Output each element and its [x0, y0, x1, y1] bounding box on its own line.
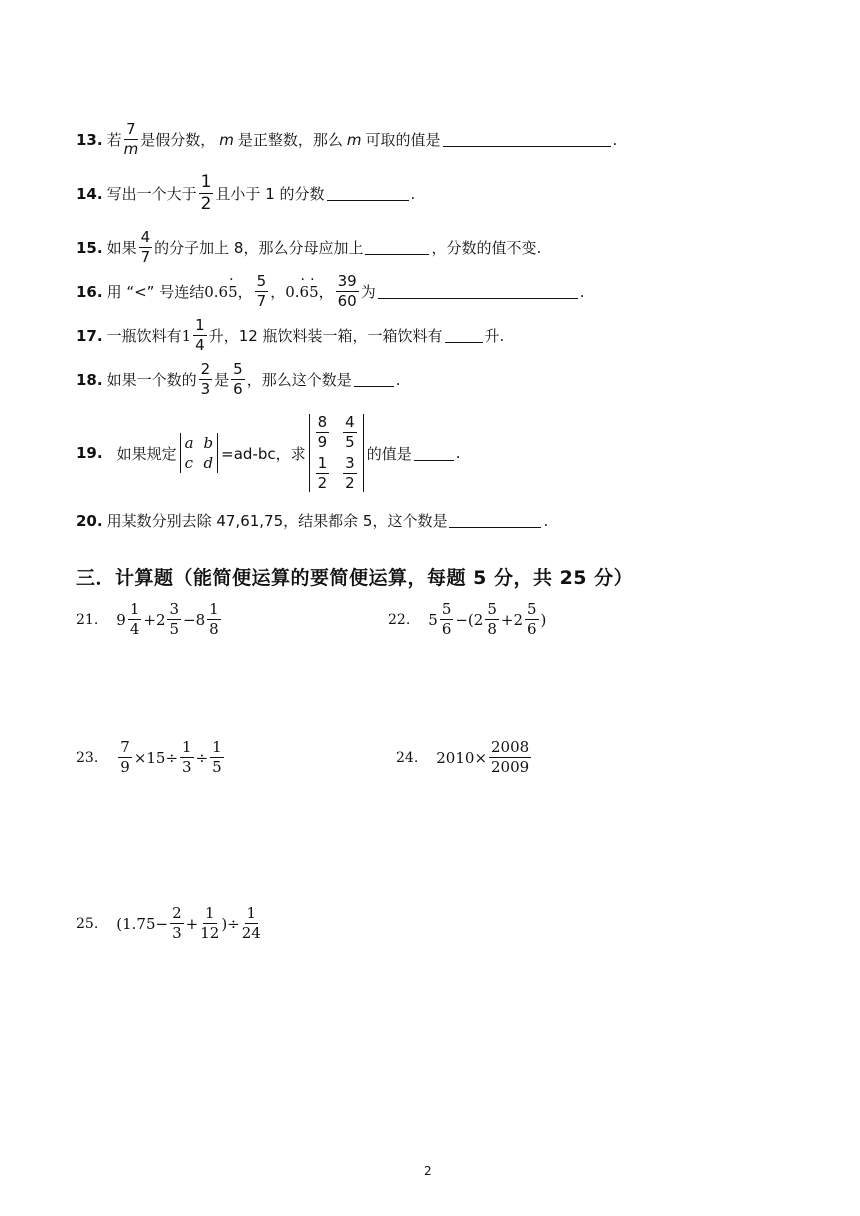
fraction: 5 6 [233, 360, 243, 398]
problem-number: 21. [76, 611, 99, 628]
period: . [395, 370, 401, 389]
question-text: ，那么这个数是 [246, 371, 352, 389]
problem-number: 24. [396, 749, 419, 766]
fraction: 4 7 [140, 228, 151, 266]
page-number: 2 [424, 1164, 432, 1178]
question-text: 是正整数，那么 [237, 131, 343, 149]
period: . [612, 130, 618, 149]
question-number: 15. [76, 238, 103, 257]
fraction: 39 60 [337, 272, 357, 310]
question-text: 用 “<” 号连结 [106, 283, 205, 301]
fraction: 7 m [123, 120, 139, 158]
question-text: 的分子加上 8，那么分母应加上 [154, 239, 364, 257]
problem-number: 23. [76, 749, 99, 766]
question-19 [76, 414, 461, 492]
question-15 [76, 230, 541, 265]
answer-blank[interactable] [443, 132, 611, 147]
question-text: ，分数的值不变. [431, 239, 542, 257]
question-text: 如果规定 [116, 444, 177, 463]
determinant-definition: a b c d [180, 433, 219, 473]
question-number: 13. [76, 130, 103, 149]
question-number: 18. [76, 370, 103, 389]
question-text: 用某数分别去除 47,61,75，结果都余 5，这个数是 [106, 512, 448, 530]
question-text: 若 [106, 131, 122, 149]
answer-blank[interactable] [414, 446, 454, 461]
question-number: 14. [76, 184, 103, 203]
question-text: 可取的值是 [365, 131, 441, 149]
question-text: 是 [214, 371, 230, 389]
calc-problem-23: 23. $\frac{7}{9}$ ×15÷ $\frac{1}{3}$ ÷ $\frac{1}{5}$ [76, 738, 222, 776]
question-text: 的值是 [366, 444, 412, 463]
period: . [410, 184, 416, 203]
question-number: 20. [76, 511, 103, 530]
separator: ， [318, 283, 334, 301]
question-text: 升. [484, 327, 505, 345]
answer-blank[interactable] [445, 328, 483, 343]
answer-blank[interactable] [327, 186, 409, 201]
problem-number: 25. [76, 915, 99, 932]
separator: ， [237, 283, 253, 301]
repeating-decimal: 0.65 · [204, 283, 237, 301]
calc-problem-22: 22. 5 5 6 −( 2 5 8 + 2 5 6 ) [388, 600, 547, 638]
problem-number: 22. [388, 611, 411, 628]
calc-problem-21: 21. 9 1 4 + 2 3 5 − 8 1 8 [76, 600, 219, 638]
variable: m [346, 130, 362, 149]
question-text: 如果一个数的 [106, 371, 197, 389]
question-text: 升，12 瓶饮料装一箱，一箱饮料有 [208, 327, 443, 345]
question-17 [76, 318, 504, 353]
period: . [543, 511, 549, 530]
question-14 [76, 174, 415, 213]
fraction: 2 3 [200, 360, 211, 398]
period: . [455, 444, 461, 462]
calc-problem-24: 24. 2010× $\frac{2008}{2009}$ [396, 738, 530, 776]
question-text: 写出一个大于 [106, 185, 197, 203]
calc-problem-25: 25. (1.75− $\frac{2}{3}$ + $\frac{1}{12}$ )÷ $\frac{1}{24}$ [76, 904, 261, 942]
variable: m [219, 130, 234, 149]
fraction: 1 2 [200, 172, 212, 214]
period: . [579, 282, 585, 301]
question-20 [76, 510, 548, 531]
question-text: 是假分数， [140, 131, 216, 149]
question-16 [76, 274, 585, 309]
question-text: 如果 [106, 239, 137, 257]
question-text: 且小于 1 的分数 [215, 185, 325, 203]
question-number: 19. [76, 444, 103, 462]
question-text: 一瓶饮料有 [106, 327, 182, 345]
answer-blank[interactable] [354, 372, 394, 387]
question-text: =ad-bc，求 [221, 444, 306, 463]
mixed-number: 1 1 4 [181, 316, 205, 354]
separator: ， [270, 283, 286, 301]
fraction: 5 7 [256, 272, 267, 310]
determinant-matrix: 8 9 4 5 1 2 3 2 [309, 414, 364, 492]
answer-blank[interactable] [365, 240, 429, 255]
question-text: 为 [360, 283, 376, 301]
question-13 [76, 122, 617, 157]
question-number: 16. [76, 282, 103, 301]
question-18 [76, 362, 401, 397]
answer-blank[interactable] [378, 284, 578, 299]
repeating-decimal: 0.6 ·5 · [285, 283, 318, 301]
section-heading: 三．计算题（能简便运算的要简便运算，每题 5 分，共 25 分） [76, 567, 634, 589]
question-number: 17. [76, 326, 103, 345]
answer-blank[interactable] [449, 513, 541, 528]
